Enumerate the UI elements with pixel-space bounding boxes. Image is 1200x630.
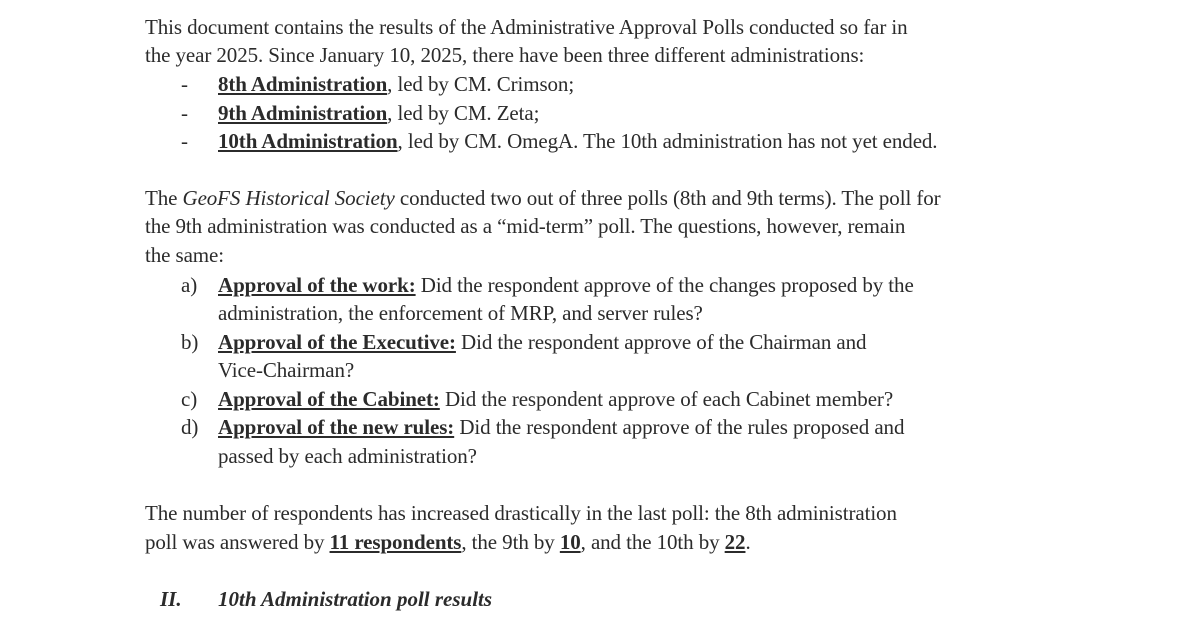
admin-8th-detail: , led by CM. Crimson; — [387, 72, 575, 96]
society-line-2: the 9th administration was conducted as a “mid-term” poll. The questions, however, remain — [145, 214, 906, 238]
society-text: The — [145, 186, 183, 210]
admin-9th-link[interactable]: 9th Administration — [218, 101, 388, 125]
respondents-text: , and the 10th by — [580, 530, 725, 554]
respondents-count-8th: 11 respondents — [329, 530, 462, 554]
question-text-cont: Vice-Chairman? — [218, 358, 355, 382]
question-text: Did the respondent approve of the changes proposed by the — [415, 273, 914, 297]
intro-line-1: This document contains the results of the Administrative Approval Polls conducted so far in — [145, 15, 908, 39]
respondents-count-10th: 22 — [724, 530, 746, 554]
list-dash: - — [181, 72, 188, 96]
respondents-text: . — [745, 530, 751, 554]
question-text: Did the respondent approve of the Chairman and — [455, 330, 867, 354]
question-title: Approval of the new rules: — [218, 415, 455, 439]
section-heading — [160, 585, 492, 613]
respondents-count-9th: 10 — [559, 530, 581, 554]
list-marker: a) — [181, 273, 198, 297]
question-title: Approval of the Cabinet: — [218, 387, 440, 411]
list-dash: - — [181, 101, 188, 125]
section-title: 10th Administration poll results — [218, 587, 493, 611]
question-text: Did the respondent approve of the rules proposed and — [454, 415, 905, 439]
question-title: Approval of the work: — [218, 273, 416, 297]
list-dash: - — [181, 129, 188, 153]
society-line-3: the same: — [145, 243, 224, 267]
intro-line-2: the year 2025. Since January 10, 2025, there have been three different administrations: — [145, 43, 865, 67]
list-marker: c) — [181, 387, 198, 411]
respondents-text: poll was answered by — [145, 530, 330, 554]
admin-9th-detail: , led by CM. Zeta; — [387, 101, 540, 125]
respondents-line-1: The number of respondents has increased drastically in the last poll: the 8th administration — [145, 501, 897, 525]
question-title: Approval of the Executive: — [218, 330, 456, 354]
respondents-line-2 — [145, 528, 751, 556]
question-text-cont: administration, the enforcement of MRP, and server rules? — [218, 301, 703, 325]
admin-8th-link[interactable]: 8th Administration — [218, 72, 388, 96]
society-line-1 — [145, 184, 941, 212]
list-marker: b) — [181, 330, 199, 354]
list-marker: d) — [181, 415, 199, 439]
society-text: conducted two out of three polls (8th and 9th terms). The poll for — [394, 186, 941, 210]
admin-10th-detail: , led by CM. OmegA. The 10th administration has not yet ended. — [397, 129, 938, 153]
admin-10th-link[interactable]: 10th Administration — [218, 129, 398, 153]
respondents-text: , the 9th by — [461, 530, 560, 554]
section-number: II. — [160, 587, 182, 611]
question-text: Did the respondent approve of each Cabinet member? — [439, 387, 894, 411]
question-text-cont: passed by each administration? — [218, 444, 477, 468]
society-name: GeoFS Historical Society — [182, 186, 395, 210]
